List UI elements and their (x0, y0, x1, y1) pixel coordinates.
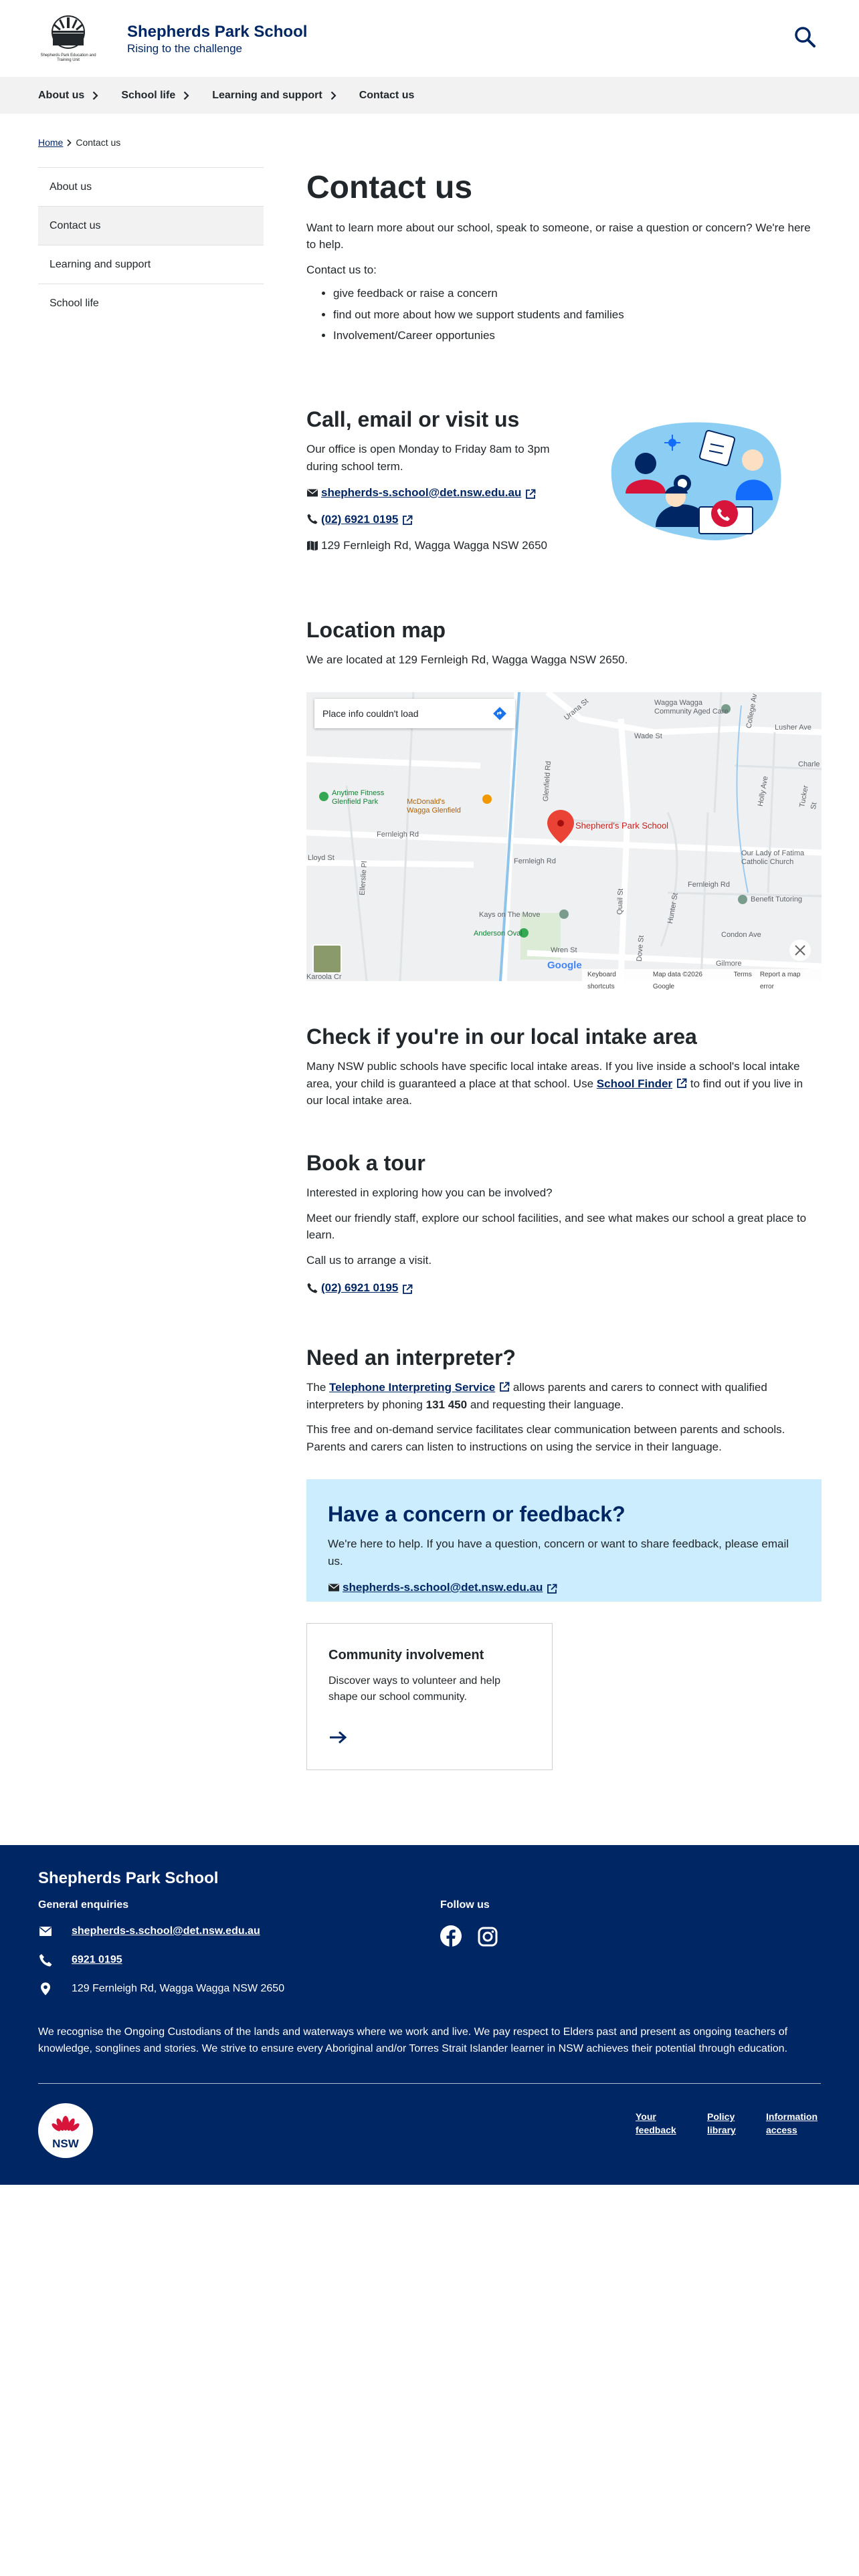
footer-enquiries-heading: General enquiries (38, 1899, 129, 1911)
nav-item-contact-us[interactable] (359, 88, 415, 104)
list-item: • find out more about how we support students and families (333, 306, 822, 324)
external-link-icon (402, 1283, 413, 1293)
section-heading: Have a concern or feedback? (328, 1502, 626, 1526)
telephone-interpreting-link[interactable]: Telephone Interpreting Service (329, 1381, 496, 1394)
map-footer-link[interactable]: Keyboard shortcuts (587, 971, 616, 990)
location-text: We are located at 129 Fernleigh Rd, Wagga Wagga NSW 2650. (306, 653, 628, 666)
map-label-lady-fatima: Our Lady of Fatima Catholic Church (741, 849, 805, 867)
sidebar-item-contact-us[interactable] (38, 206, 264, 245)
local-intake-section (306, 1023, 822, 1109)
map-label-mcdonalds: McDonald's Wagga Glenfield (407, 798, 461, 815)
nav-item-about-us[interactable] (38, 88, 98, 104)
community-involvement-card[interactable] (306, 1623, 553, 1770)
footer-address: 129 Fernleigh Rd, Wagga Wagga NSW 2650 (72, 1983, 285, 1994)
tour-text-1: Interested in exploring how you can be involved? (306, 1186, 553, 1199)
contact-us-to-label: Contact us to: (306, 263, 377, 276)
sidebar-item-school-life[interactable] (38, 284, 264, 322)
chevron-right-icon (330, 91, 337, 100)
section-heading: Check if you're in our local intake area (306, 1025, 697, 1049)
footer-email-link[interactable]: shepherds-s.school@det.nsw.edu.au (72, 1925, 260, 1937)
interpreter-text-after: allows parents and carers to connect with qualified interpreters by phoning (306, 1381, 767, 1411)
mail-icon (306, 487, 318, 499)
sidebar (38, 167, 264, 322)
external-link-icon (676, 1077, 687, 1087)
mail-icon (38, 1924, 53, 1939)
interpreter-section (306, 1344, 822, 1455)
sidebar-item-learning-support[interactable] (38, 245, 264, 284)
interpreter-text-end: and requesting their language. (470, 1398, 624, 1411)
mail-icon (328, 1582, 340, 1594)
footer-address-line (38, 1981, 284, 1997)
interpreter-text-1 (306, 1379, 822, 1413)
address-text: 129 Fernleigh Rd, Wagga Wagga NSW 2650 (321, 539, 547, 552)
intake-text-after: to find out if you live in our local intake area. (306, 1077, 803, 1107)
map-label-charle: Charle (798, 760, 820, 768)
sidebar-item-label: School life (50, 297, 99, 309)
map-label-gilmore: Gilmore (716, 960, 742, 968)
map-label-hunter: Hunter St (666, 892, 680, 925)
reasons-list (306, 285, 822, 344)
map-label-fernleigh-3: Fernleigh Rd (688, 881, 730, 889)
tour-phone-line (306, 1279, 822, 1297)
acknowledgement-of-country: We recognise the Ongoing Custodians of the lands and waterways where we work and live. We pay respect to Elders past and present as ongoing teachers of knowledge, songlines and stories. We strive to ensure every Aboriginal and/or Torres Strait Islander learner in NSW achieves their potential through education. (38, 2026, 788, 2054)
google-logo: Google (547, 960, 582, 971)
map-icon (306, 540, 318, 552)
section-heading: Location map (306, 618, 446, 642)
page-title: Contact us (306, 170, 473, 205)
tour-text-2: Meet our friendly staff, explore our school facilities, and see what makes our school a great place to learn. (306, 1211, 807, 1241)
interpreter-text-2: This free and on-demand service facilitates clear communication between parents and schools. Parents and carers can listen to instructions on using the service in their language. (306, 1423, 785, 1453)
footer-link-your-feedback[interactable]: Your feedback (636, 2111, 676, 2136)
map-footer-link[interactable]: Terms (733, 971, 752, 978)
footer-phone-line (38, 1952, 122, 1968)
map-label-quail: Quail St (615, 888, 625, 916)
nav-item-label: Learning and support (212, 89, 322, 101)
arrow-right-icon (328, 1731, 347, 1744)
office-hours: Our office is open Monday to Friday 8am to 3pm during school term. (306, 443, 550, 473)
nav-item-label: Contact us (359, 89, 415, 101)
intro-lead: Want to learn more about our school, speak to someone, or raise a question or concern? We're here to help. (306, 221, 811, 251)
breadcrumb-home-link[interactable]: Home (38, 137, 64, 148)
interpreter-number: 131 450 (425, 1398, 468, 1411)
search-icon (793, 40, 816, 50)
footer-divider (38, 2083, 821, 2084)
chevron-right-icon (92, 91, 98, 100)
map-label-tucker: Tucker St (798, 784, 819, 811)
chevron-right-icon (67, 139, 72, 146)
concern-text: We're here to help. If you have a question, concern or want to share feedback, please email us. (328, 1537, 789, 1568)
sidebar-item-label: Contact us (50, 219, 101, 231)
list-item: • give feedback or raise a concern (333, 285, 822, 302)
phone-link[interactable]: (02) 6921 0195 (321, 1281, 399, 1294)
map-label-wagga-aged: Wagga Wagga Community Aged Care (654, 699, 729, 716)
map-label-urana: Urana St (563, 697, 591, 722)
search-button[interactable] (793, 25, 816, 48)
place-info-box (314, 699, 515, 728)
contact-illustration (609, 420, 783, 547)
map-label-lusher: Lusher Ave (775, 724, 812, 732)
school-tagline: Rising to the challenge (127, 42, 243, 55)
map-label-anytime: Anytime Fitness Glenfield Park (332, 789, 385, 807)
map-label-fernleigh-2: Fernleigh Rd (514, 857, 556, 865)
section-heading: Book a tour (306, 1151, 425, 1175)
logo-text: Shepherds Park Education and Training Unit (40, 53, 96, 63)
card-title: Community involvement (328, 1648, 484, 1662)
map-label-holly: Holly Ave (756, 775, 770, 807)
chevron-right-icon (183, 91, 189, 100)
map-label-wade: Wade St (634, 732, 662, 740)
map-footer-link: Map data ©2026 Google (652, 971, 702, 990)
footer-link-policy-library[interactable]: Policy library (707, 2111, 736, 2136)
external-link-icon (547, 1582, 557, 1593)
nsw-logo-text: NSW (52, 2137, 79, 2150)
footer-school-name: Shepherds Park School (38, 1869, 219, 1887)
intro-section (306, 167, 822, 348)
footer-link-information-access[interactable]: Information access (766, 2111, 818, 2136)
interpreter-text-before: The (306, 1381, 326, 1394)
book-tour-section (306, 1150, 822, 1297)
site-header (0, 0, 859, 77)
concern-feedback-box (306, 1479, 822, 1602)
concern-email-line (328, 1579, 800, 1596)
phone-icon (306, 513, 318, 525)
nav-item-label: School life (121, 89, 176, 101)
map-label-ellerslie: Ellerslie Pl (358, 861, 369, 896)
map-label-anderson: Anderson Oval (474, 930, 522, 938)
main-navigation (0, 77, 859, 114)
section-heading: Call, email or visit us (306, 407, 520, 431)
map-label-condon: Condon Ave (721, 931, 761, 939)
nav-item-learning-support[interactable] (212, 88, 336, 104)
map-label-lloyd: Lloyd St (308, 854, 335, 862)
facebook-icon[interactable] (440, 1925, 462, 1947)
section-heading: Need an interpreter? (306, 1346, 516, 1370)
location-pin-icon (38, 1981, 53, 1996)
email-link[interactable]: shepherds-s.school@det.nsw.edu.au (343, 1581, 543, 1594)
google-map[interactable] (306, 692, 822, 990)
email-link[interactable]: shepherds-s.school@det.nsw.edu.au (321, 486, 522, 499)
location-map-section (306, 617, 822, 669)
school-finder-link[interactable]: School Finder (596, 1077, 673, 1090)
nav-item-school-life[interactable] (121, 88, 189, 104)
phone-icon (38, 1953, 53, 1967)
intake-text (306, 1058, 822, 1109)
intake-text-before: Many NSW public schools have specific local intake areas. If you live inside a school's local intake area, your child is guaranteed a place at that school. Use (306, 1060, 800, 1090)
card-text: Discover ways to volunteer and help shape our school community. (328, 1675, 501, 1703)
map-label-kays: Kays on The Move (479, 911, 541, 919)
footer-follow-heading: Follow us (440, 1899, 490, 1911)
map-footer-bar (582, 969, 822, 990)
external-link-icon (525, 488, 536, 498)
map-label-fernleigh-1: Fernleigh Rd (377, 831, 419, 839)
sidebar-item-label: Learning and support (50, 258, 151, 270)
footer-phone-link[interactable]: 6921 0195 (72, 1954, 122, 1965)
map-label-dove: Dove St (635, 935, 646, 962)
map-label-glenfield: Glenfield Rd (541, 760, 553, 802)
site-footer (0, 1845, 859, 2185)
phone-link[interactable]: (02) 6921 0195 (321, 512, 399, 526)
directions-icon[interactable] (492, 706, 507, 721)
nsw-government-logo[interactable] (38, 2103, 93, 2158)
sidebar-item-about-us[interactable] (38, 167, 264, 206)
map-marker-label: Shepherd's Park School (575, 821, 669, 831)
breadcrumb-current: Contact us (76, 137, 121, 148)
school-name[interactable]: Shepherds Park School (127, 23, 308, 41)
map-label-karoola: Karoola Cr (306, 973, 342, 981)
external-link-icon (402, 514, 413, 524)
phone-icon (306, 1282, 318, 1294)
instagram-icon[interactable] (478, 1927, 498, 1947)
external-link-icon (499, 1380, 510, 1391)
tour-text-3: Call us to arrange a visit. (306, 1253, 432, 1267)
map-label-wren: Wren St (551, 946, 577, 954)
breadcrumb (38, 136, 120, 150)
map-label-benefit: Benefit Tutoring (751, 895, 803, 903)
sidebar-item-label: About us (50, 181, 92, 193)
place-info-text: Place info couldn't load (322, 708, 419, 719)
map-footer-link[interactable]: Report a map error (759, 971, 801, 990)
map-label-college: College Av (745, 693, 759, 730)
nav-item-label: About us (38, 89, 85, 101)
school-logo[interactable] (38, 12, 98, 66)
footer-email-line (38, 1923, 260, 1939)
list-item: • Involvement/Career opportunies (333, 327, 822, 344)
